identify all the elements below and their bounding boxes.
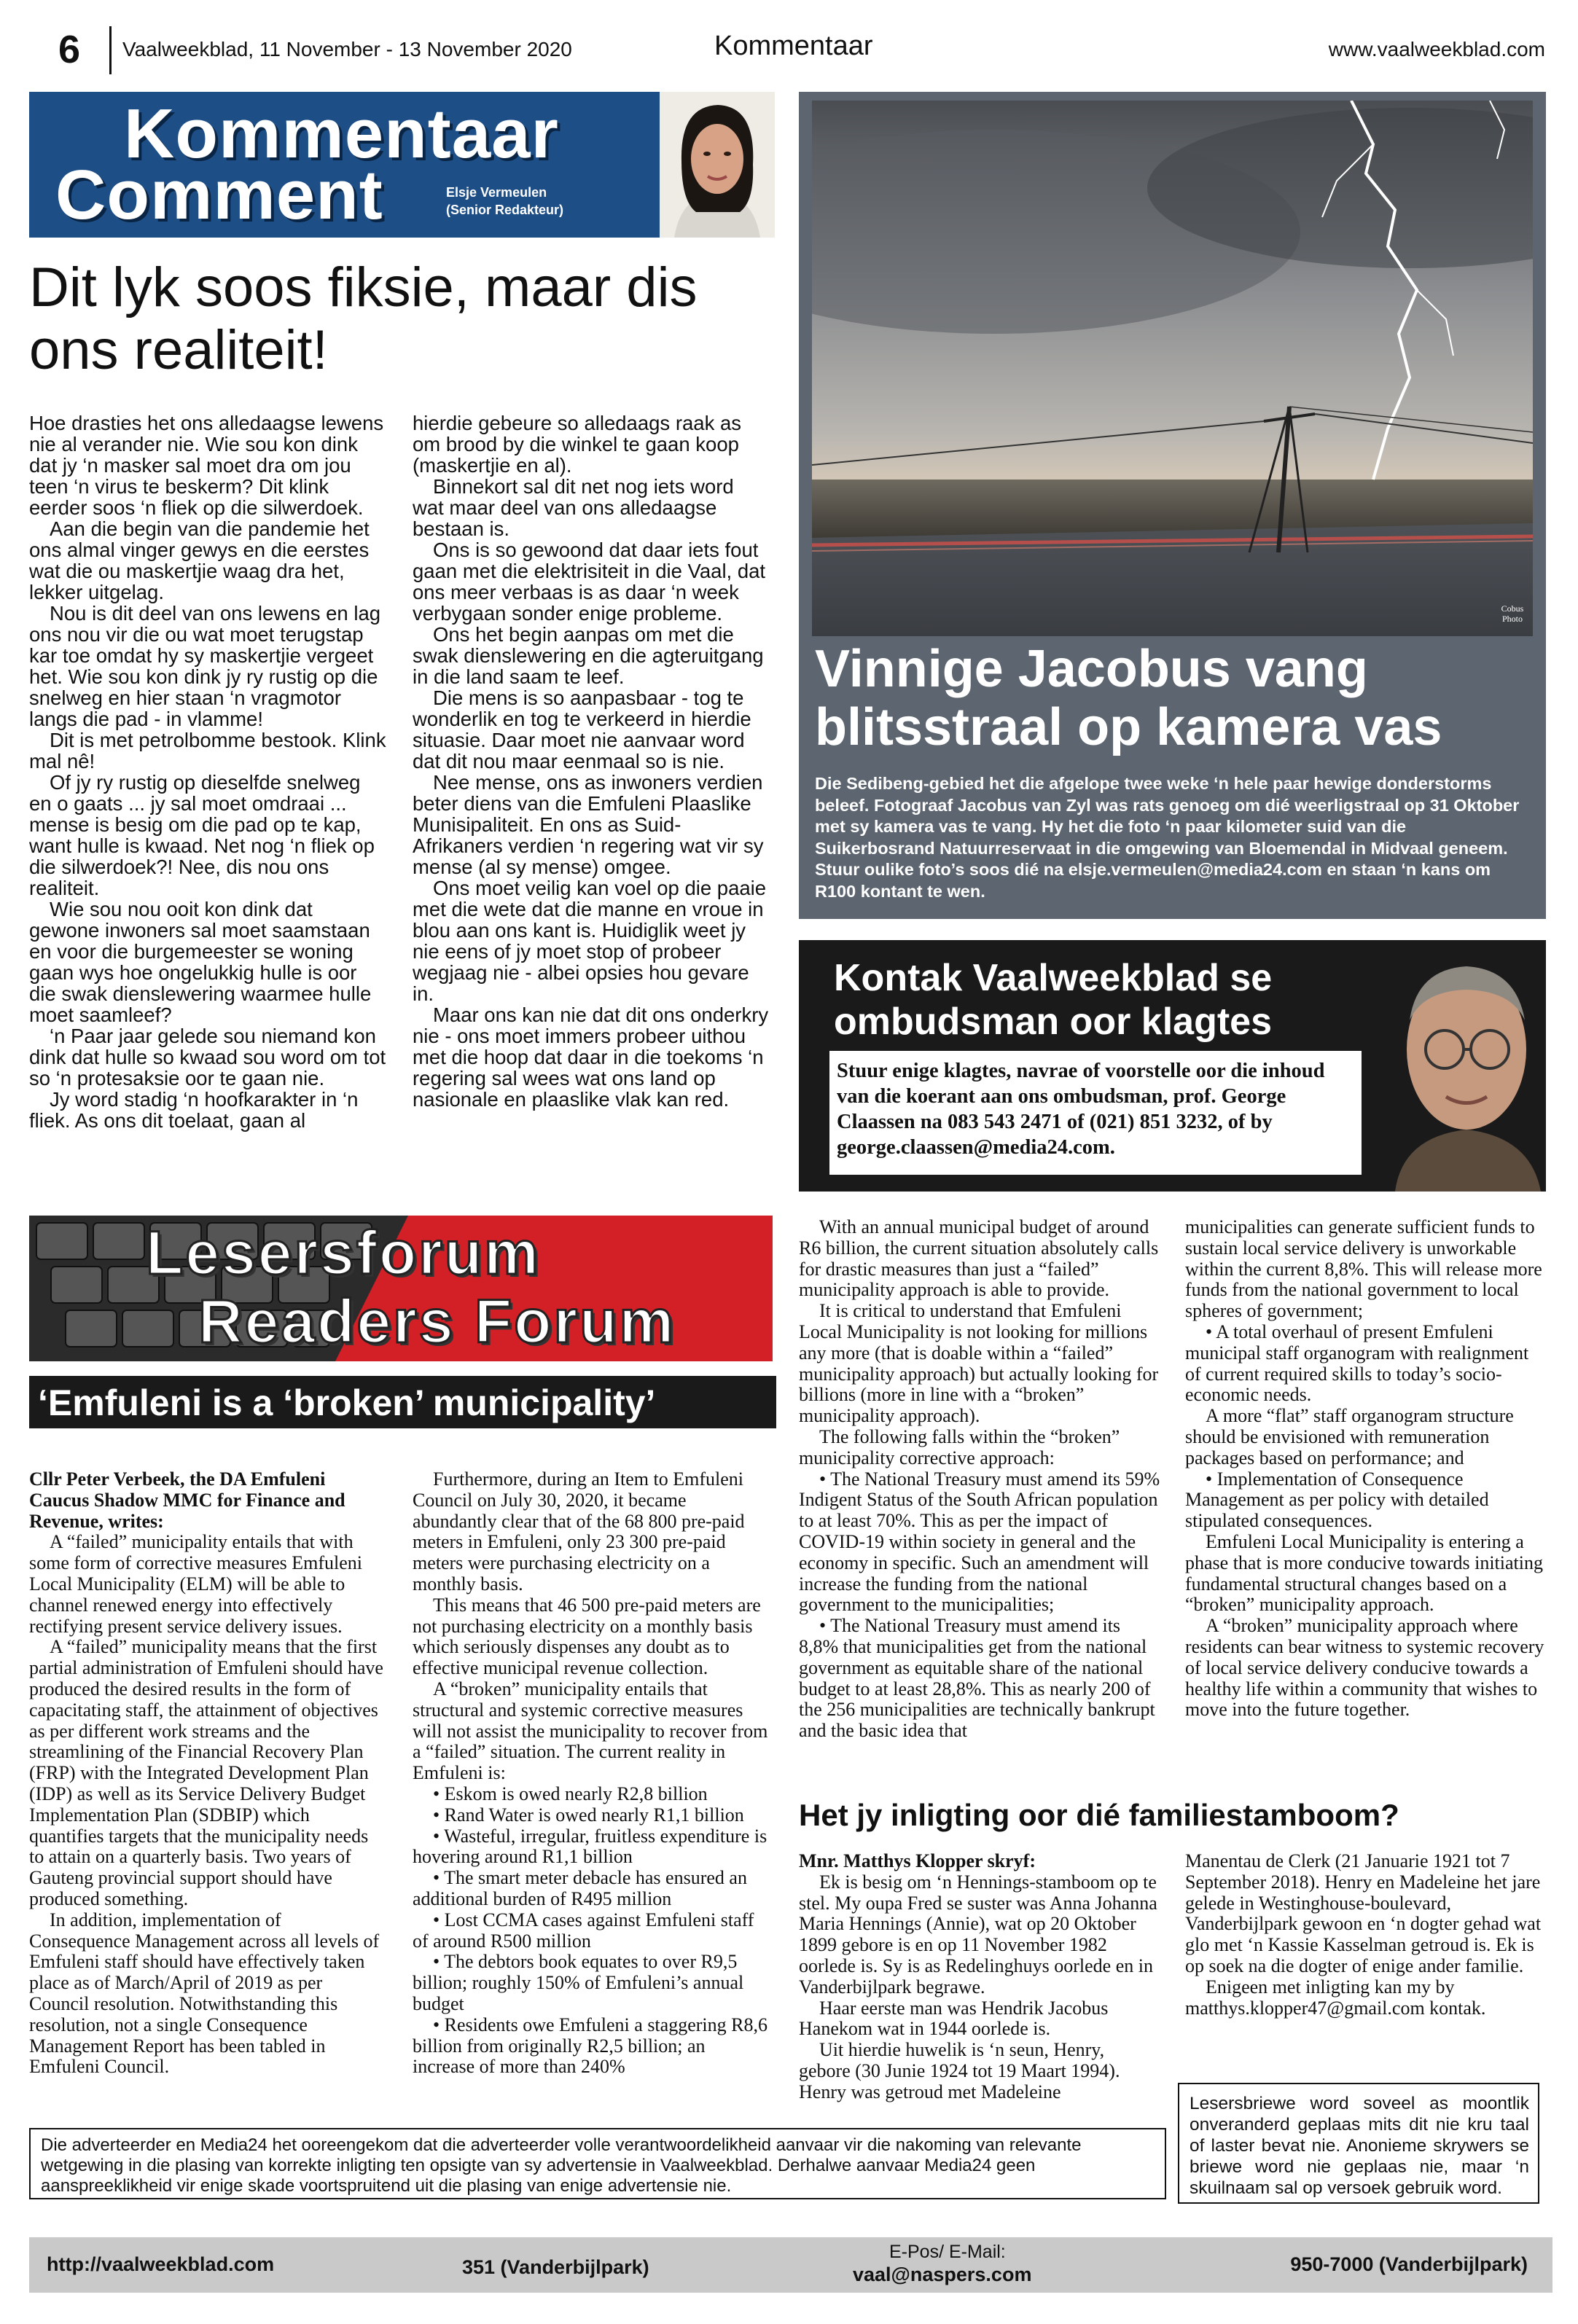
paragraph: Hoe drasties het ons alledaagse lewens nie al verander nie. Wie sou kon dink dat jy ‘n masker sal moet dra om jou teen ‘n virus te beskerm? Dit klink eerder soos ‘n fliek op die silwerdoek. — [29, 412, 384, 519]
footer-phone-b: 950-7000 (Vanderbijlpark) — [1290, 2253, 1528, 2275]
page-header — [29, 22, 1552, 73]
letters-note: Lesersbriewe word soveel as moontlik onveranderd geplaas mits dit nie kru taal of laster bevat nie. Anonieme skrywers se briewe word nie geplaas nie, maar ‘n skuilnaam sal op versoek gebruik word. — [1190, 2094, 1529, 2198]
footer-bar — [29, 2237, 1552, 2293]
paragraph: • The National Treasury must amend its 8,8% that municipalities get from the national government as equitable share of the national budget to at least 28,8%. This as nearly 200 of the 256 municipalities are technically bankrupt and the basic idea that — [799, 1615, 1155, 1742]
paragraph: Haar eerste man was Hendrik Jacobus Hanekom wat in 1944 oorlede is. — [799, 1997, 1109, 2040]
paragraph: A “failed” municipality entails that with some form of corrective measures Emfuleni Local Municipality (ELM) will be able to channel renewed energy into effectively rectifying present service delivery issues. — [29, 1531, 362, 1637]
paragraph: Wie sou nou ooit kon dink dat gewone inwoners sal moet saamstaan en voor die burgemeester se woning gaan wys hoe ongelukkig hulle is oor die swak dienslewering waarmee hulle moet saamleef? — [29, 898, 372, 1026]
paragraph: Cllr Peter Verbeek, the DA Emfuleni Caucus Shadow MMC for Finance and Revenue, writes: — [29, 1468, 345, 1532]
author-name: Elsje Vermeulen — [446, 185, 547, 200]
paragraph: Uit hierdie huwelik is ‘n seun, Henry, gebore (30 Junie 1924 tot 19 Maart 1994). Henry was getroud met Madeleine — [799, 2039, 1120, 2102]
family-tree-column-1 — [799, 1851, 1160, 2103]
paragraph: Nee mense, ons as inwoners verdien beter diens van die Emfuleni Plaaslike Munisipaliteit. En ons as Suid-Afrikaners verdien ‘n regering wat vir sy mense (al sy mense) omgee. — [413, 771, 764, 878]
paragraph: • Lost CCMA cases against Emfuleni staff of around R500 million — [413, 1909, 754, 1952]
footer-email: vaal@naspers.com — [853, 2264, 1032, 2285]
paragraph: Nou is dit deel van ons lewens en lag ons nou vir die ou wat moet terugstap kar toe omdat hy sy maskertjie vergeet het. Wie sou kon dink jy ry rustig op die snelweg en hier staan ‘n vragmotor langs die pad - in vlamme! — [29, 602, 381, 730]
paragraph: • Implementation of Consequence Management as per policy with detailed stipulated consequences. — [1185, 1468, 1489, 1532]
paragraph: • Residents owe Emfuleni a staggering R8,6 billion from originally R2,5 billion; an increase of more than 240% — [413, 2014, 767, 2078]
paragraph: Enigeen met inligting kan my by matthys.klopper47@gmail.com kontak. — [1185, 1976, 1486, 2019]
lightning-photo — [812, 101, 1533, 636]
letter-column-1 — [29, 1469, 386, 2078]
paragraph: A “broken” municipality entails that structural and systemic corrective measures will not assist the municipality to recover from a “failed” situation. The current reality in Emfuleni is: — [413, 1678, 768, 1784]
comment-title-af: Kommentaar — [124, 95, 559, 173]
paragraph: Emfuleni Local Municipality is entering a phase that is more conducive towards initiating fundamental structural changes based on a “broken” municipality approach. — [1185, 1530, 1543, 1616]
paragraph: A “failed” municipality means that the first partial administration of Emfuleni should have produced the desired results in the form of capacitating staff, the attainment of objectives as per different work streams and the streamlining of the Financial Recovery Plan (FRP) with the Integrated Development Plan (IDP) as well as its Service Delivery Budget Implementation Plan (SDBIP) which quantifies targets that the municipality needs to attain on a quarterly basis. Two years of Gauteng provincial support should have produced something. — [29, 1636, 383, 1909]
letters-note-box — [1178, 2083, 1539, 2204]
paragraph: • Rand Water is owed nearly R1,1 billion — [433, 1804, 744, 1826]
photo-story-headline: Vinnige Jacobus vang blitsstraal op kamera vas — [815, 640, 1442, 756]
author-portrait — [660, 92, 775, 238]
paragraph: This means that 46 500 pre-paid meters are not purchasing electricity on a monthly basis which seriously dispenses any doubt as to effective municipal revenue collection. — [413, 1594, 761, 1679]
family-tree-column-2 — [1185, 1851, 1547, 2019]
section-name: Kommentaar — [714, 31, 873, 61]
family-tree-headline: Het jy inligting oor dié familiestamboom? — [799, 1798, 1399, 1832]
ombudsman-panel — [829, 1051, 1362, 1175]
editorial-column-2 — [413, 412, 770, 1110]
paragraph: • A total overhaul of present Emfuleni municipal staff organogram with realignment of current required skills to today’s socio-economic needs. — [1185, 1321, 1529, 1406]
header-divider — [109, 26, 112, 74]
editorial-headline: Dit lyk soos fiksie, maar dis ons realiteit! — [29, 257, 698, 381]
forum-title-af: Lesersforum — [146, 1218, 541, 1287]
paragraph: Binnekort sal dit net nog iets word wat maar deel van ons alledaagse bestaan is. — [413, 475, 734, 540]
paragraph: Ons moet veilig kan voel op die paaie met die wete dat die manne en vroue in blou aan ons kant is. Huidiglik weet jy nie eens of jy moet stop of probeer wegjaag nie - albei opsies hou gevare in. — [413, 877, 767, 1005]
paragraph: A more “flat” staff organogram structure should be envisioned with remuneration packages based on performance; and — [1185, 1405, 1514, 1468]
comment-title-en: Comment — [55, 156, 383, 234]
paragraph: Mnr. Matthys Klopper skryf: — [799, 1850, 1036, 1871]
paragraph: In addition, implementation of Consequence Management across all levels of Emfuleni staff should have effectively taken place as of March/April of 2019 as per Council resolution. Notwithstanding this resolution, not a single Consequence Management Report has been tabled in Emfuleni Council. — [29, 1909, 380, 2078]
letter-headline: ‘Emfuleni is a ‘broken’ municipality’ — [38, 1382, 656, 1423]
forum-title-en: Readers Forum — [198, 1287, 676, 1355]
letter-headline-bar — [29, 1376, 776, 1428]
paragraph: Ek is besig om ‘n Hennings-stamboom op te stel. My oupa Fred se suster was Anna Johanna Maria Hennings (Annie), wat op 20 Oktober 1899 gebore is en op 11 November 1982 oorlede is. Sy is as Redelinghuys oorlede en in Vanderbijlpark begrawe. — [799, 1871, 1157, 1998]
editorial-column-1 — [29, 412, 386, 1131]
disclaimer-text: Die adverteerder en Media24 het ooreengekom dat die adverteerder volle verantwoordelikheid aanvaar vir die nakoming van relevante wetgewing in die plasing van korrekte inligting ten opsigte van sy advertensie in Vaalweekblad. Derhalwe aanvaar Media24 geen aanspreeklikheid vir enige skade voortspruitend uit die plasing van enige advertensie nie. — [41, 2135, 1082, 2196]
paragraph: • Eskom is owed nearly R2,8 billion — [433, 1783, 708, 1804]
comment-banner — [29, 92, 765, 238]
letter-column-3 — [799, 1217, 1160, 1742]
paragraph: The following falls within the “broken” municipality corrective approach: — [799, 1425, 1120, 1468]
footer-url: http://vaalweekblad.com — [47, 2253, 275, 2275]
readers-forum-banner — [29, 1216, 773, 1361]
photo-story-caption: Die Sedibeng-gebied het die afgelope twee weke ‘n hele paar hewige donderstorms beleef. Fotograaf Jacobus van Zyl was rats genoeg om dié weerligstraal op 31 Oktober met sy kamera vas te vang. Hy het die foto ‘n paar kilometer suid van die Suikerbosrand Natuurreservaat in die omgewing van Bloemendal in Midvaal geneem. Stuur oulike foto’s soos dié na elsje.vermeulen@media24.com en staan ‘n kans om R100 kontant te wen. — [815, 774, 1520, 901]
website: www.vaalweekblad.com — [1328, 38, 1545, 60]
photo-credit: Cobus Photo — [1501, 603, 1524, 624]
paragraph: • The smart meter debacle has ensured an additional burden of R495 million — [413, 1867, 747, 1909]
paragraph: Jy word stadig ‘n hoofkarakter in ‘n fliek. As ons dit toelaat, gaan al — [29, 1088, 359, 1132]
paragraph: Die mens is so aanpasbaar - tog te wonderlik en tog te verkeerd in hierdie situasie. Daar moet nie aanvaar word dat dit nou maar eenmaal so is nie. — [413, 686, 751, 772]
paragraph: ‘n Paar jaar gelede sou niemand kon dink dat hulle so kwaad sou word om tot so ‘n protesaksie oor te gaan nie. — [29, 1025, 386, 1089]
paragraph: Manentau de Clerk (21 Januarie 1921 tot 7 September 2018). Henry en Madeleine het jare gelede in Westinghouse-boulevard, Vanderbijlpark gewoon en ‘n dogter gehad wat glo met ‘n Kassie Kasselman getroud is. Ek is op soek na die dogter of enige ander familie. — [1185, 1850, 1542, 1976]
author-role: (Senior Redakteur) — [446, 203, 564, 217]
paragraph: Ons is so gewoond dat daar iets fout gaan met die elektrisiteit in die Vaal, dat ons meer verbaas is as daar ‘n week verbygaan sonder enige probleme. — [413, 539, 766, 625]
paragraph: • The debtors book equates to over R9,5 billion; roughly 150% of Emfuleni’s annual budget — [413, 1951, 744, 2014]
ombudsman-body: Stuur enige klagtes, navrae of voorstelle oor die inhoud van die koerant aan ons ombudsman, prof. George Claassen na 083 543 2471 of (021) 851 3232, of by george.claassen@media24.com. — [837, 1060, 1325, 1159]
paragraph: Ons het begin aanpas om met die swak dienslewering en die agteruitgang in die land saam te leef. — [413, 623, 764, 688]
paragraph: With an annual municipal budget of around R6 billion, the current situation absolutely calls for drastic measures than just a “failed” municipality approach is able to provide. — [799, 1216, 1159, 1301]
paragraph: A “broken” municipality approach where residents can bear witness to systemic recovery of local service delivery conducive towards a healthy life within a community that wishes to move into the future together. — [1185, 1615, 1544, 1721]
disclaimer-box — [29, 2128, 1166, 2199]
paragraph: Dit is met petrolbomme bestook. Klink mal nê! — [29, 729, 386, 772]
paragraph: • Wasteful, irregular, fruitless expenditure is hovering around R1,1 billion — [413, 1825, 767, 1868]
paragraph: • The National Treasury must amend its 59% Indigent Status of the South African population to at least 70%. This as per the impact of COVID-19 within society in general and the economy in specific. Such an amendment will increase the funding from the national government to the municipalities; — [799, 1468, 1160, 1616]
paragraph: municipalities can generate sufficient funds to sustain local service delivery is unworkable within the current 8,8%. This will release more funds from the national government to local spheres of government; — [1185, 1216, 1542, 1322]
footer-phone-a: 351 (Vanderbijlpark) — [462, 2256, 649, 2278]
footer-email-label: E-Pos/ E-Mail: — [889, 2242, 1006, 2262]
letter-column-4 — [1185, 1217, 1547, 1721]
ombudsman-portrait — [1388, 940, 1546, 1192]
ombudsman-headline: Kontak Vaalweekblad se ombudsman oor klagtes — [834, 957, 1273, 1043]
page-number: 6 — [58, 28, 81, 71]
publication-date: Vaalweekblad, 11 November - 13 November 2020 — [122, 38, 572, 60]
ombudsman-box — [799, 940, 1546, 1192]
letter-column-2 — [413, 1469, 770, 2078]
paragraph: Aan die begin van die pandemie het ons almal vinger gewys en die eerstes wat die ou maskertjie waag dra het, lekker uitgelag. — [29, 517, 370, 603]
paragraph: It is critical to understand that Emfuleni Local Municipality is not looking for millions any more (that is doable within a “failed” municipality approach) but actually looking for billions (more in line with a “broken” municipality approach). — [799, 1300, 1159, 1427]
paragraph: Of jy ry rustig op dieselfde snelweg en o gaats ... jy sal moet omdraai ... mense is besig om die pad op te kap, want hulle is kwaad. Net nog ‘n fliek op die silwerdoek?! Nee, dis nou ons realiteit. — [29, 771, 375, 899]
paragraph: Furthermore, during an Item to Emfuleni Council on July 30, 2020, it became abundantly clear that of the 68 800 pre-paid meters in Emfuleni, only 23 300 pre-paid meters were purchasing electricity on a monthly basis. — [413, 1468, 745, 1595]
paragraph: hierdie gebeure so alledaags raak as om brood by die winkel te gaan koop (maskertjie en al). — [413, 412, 741, 477]
paragraph: Maar ons kan nie dat dit ons onderkry nie - ons moet immers probeer uithou met die hoop dat daar in die toekoms ‘n regering sal wees wat ons land op nasionale en plaaslike vlak kan red. — [413, 1003, 769, 1111]
photo-story-box — [799, 92, 1546, 919]
